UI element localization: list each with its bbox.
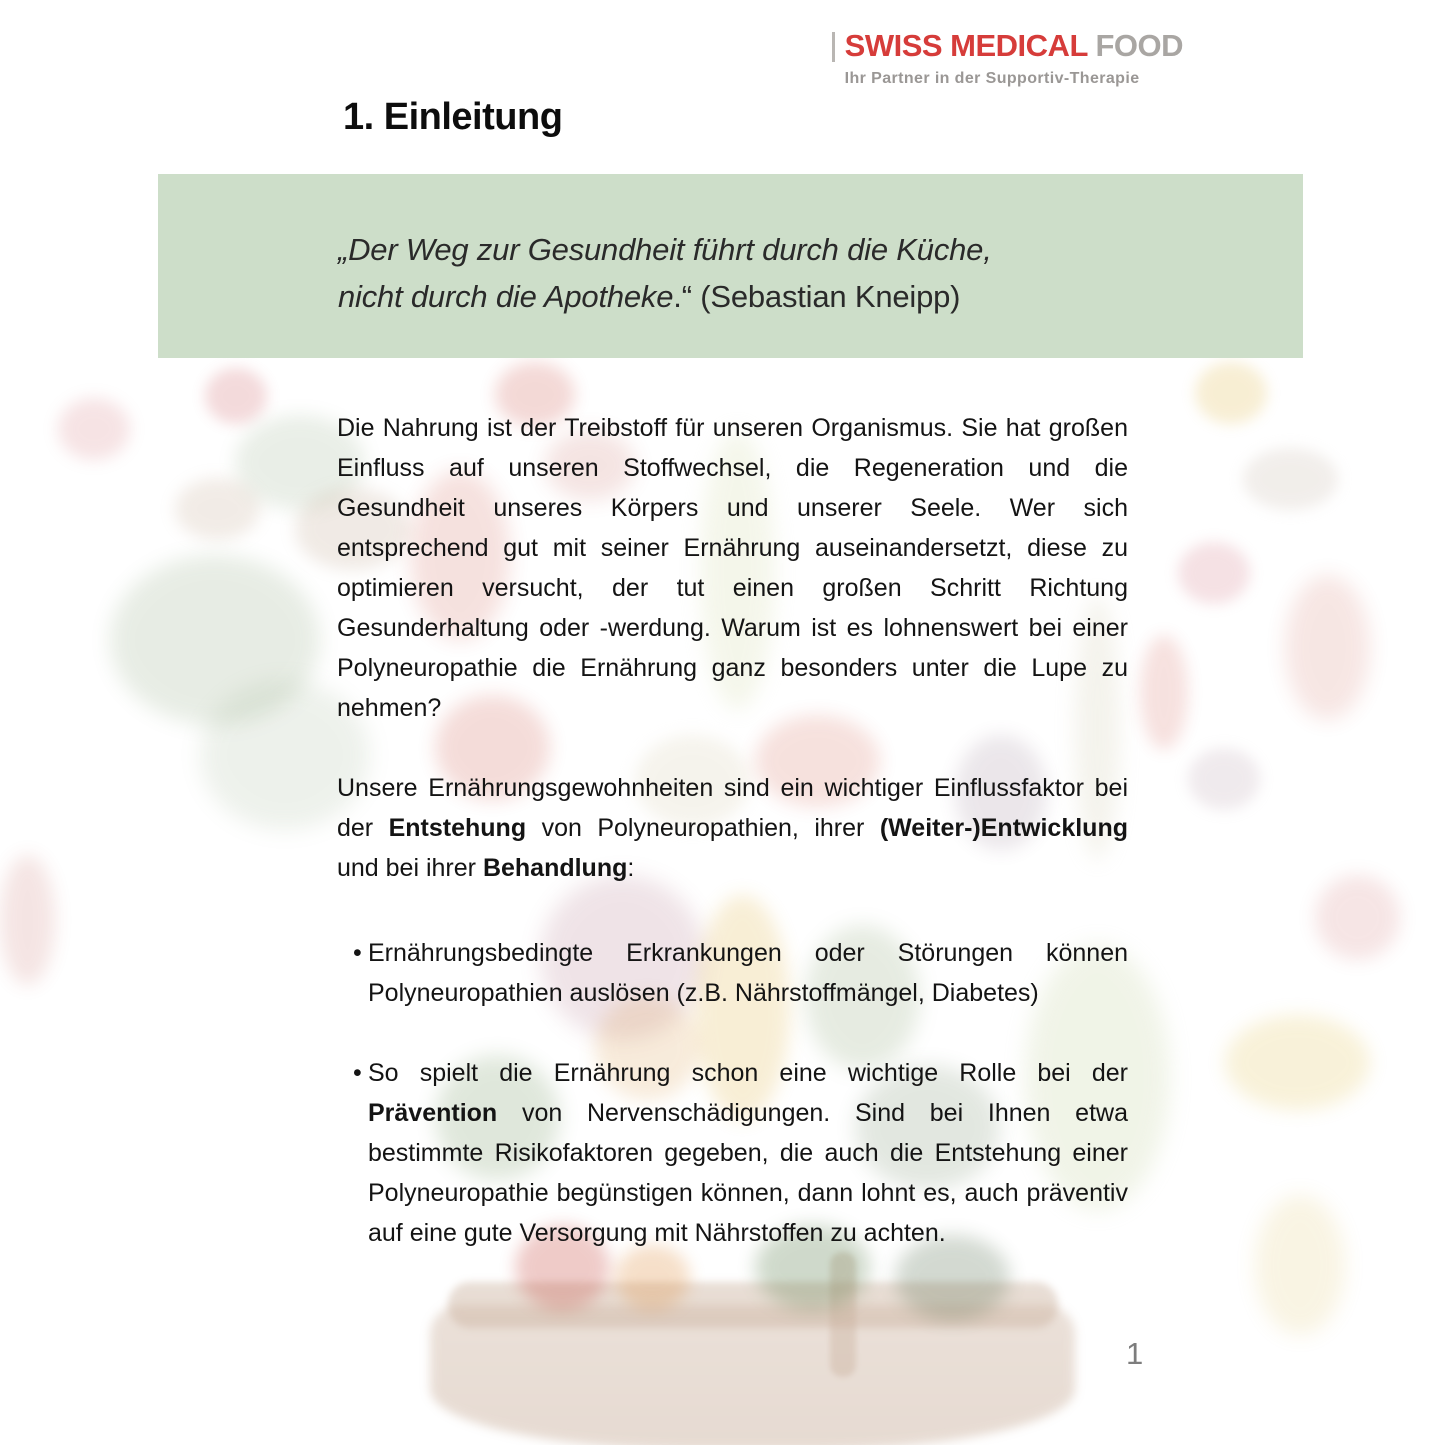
paragraph: Die Nahrung ist der Treibstoff für unseren Organismus. Sie hat großen Einfluss auf unseren Stoffwechsel, die Regeneration und die Gesundheit unseres Körpers und unserer Seele. Wer sich entsprechend gut mit seiner Ernährung auseinandersetzt, diese zu optimieren versucht, der tut einen großen Schritt Richtung Gesunderhaltung oder -werdung. Warum ist es lohnenswert bei einer Polyneuropathie die Ernährung ganz besonders unter die Lupe zu nehmen?: [337, 414, 1128, 722]
basket-handle-image: [830, 1252, 856, 1377]
bullet-item: [337, 1053, 1128, 1253]
quote-line: „Der Weg zur Gesundheit führt durch die Küche,: [338, 232, 992, 267]
bullet-text: So spielt die Ernährung schon eine wichtige Rolle bei der Prävention von Nervenschädigungen. Sind bei Ihnen etwa bestimmte Risikofaktoren gegeben, die auch die Entstehung einer Polyneuropathie begünstigen können, dann lohnt es, auch präventiv auf eine gute Versorgung mit Nährstoffen zu achten.: [368, 1059, 1128, 1247]
brand-name: [845, 30, 1183, 61]
paragraph: Unsere Ernährungsgewohnheiten sind ein wichtiger Einflussfaktor bei der Entstehung von Polyneuropathien, ihrer (Weiter-)Entwicklung und bei ihrer Behandlung:: [337, 774, 1128, 882]
vegetable-blob-image: [1315, 875, 1400, 960]
brand-primary: SWISS MEDICAL: [844, 28, 1088, 63]
vegetable-blob-image: [205, 368, 267, 424]
vegetable-blob-image: [1140, 635, 1188, 750]
basket-image: [430, 1305, 1075, 1445]
vegetable-blob-image: [615, 1245, 690, 1310]
brand-secondary: FOOD: [1087, 28, 1183, 63]
vegetable-blob-image: [0, 855, 55, 985]
vegetable-blob-image: [1225, 1015, 1370, 1110]
page-number: 1: [1126, 1336, 1144, 1371]
vegetable-blob-image: [1243, 448, 1338, 510]
bullet-list: [337, 933, 1128, 1253]
logo: [832, 30, 1183, 88]
vegetable-blob-image: [1178, 542, 1250, 604]
bullet-item: [337, 933, 1128, 1013]
vegetable-blob-image: [1195, 362, 1267, 424]
vegetable-blob-image: [1285, 575, 1370, 720]
bullet-marker-icon: •: [353, 939, 362, 967]
vegetable-blob-image: [1188, 748, 1260, 810]
brand-tagline: Ihr Partner in der Supportiv-Therapie: [844, 70, 1140, 87]
vegetable-blob-image: [1128, 428, 1210, 498]
vegetable-blob-image: [58, 398, 130, 460]
vegetable-blob-image: [1255, 1195, 1345, 1335]
quote-line: nicht durch die Apotheke.“ (Sebastian Kneipp): [338, 279, 961, 314]
basket-image: [448, 1282, 1058, 1328]
vegetable-blob-image: [110, 555, 320, 725]
body-content: [337, 408, 1128, 1253]
bullet-marker-icon: •: [353, 1059, 362, 1087]
section-heading: 1. Einleitung: [343, 96, 563, 138]
quote-box: [158, 174, 1303, 358]
logo-bar: [832, 32, 835, 62]
vegetable-blob-image: [175, 478, 260, 540]
bullet-text: Ernährungsbedingte Erkrankungen oder Störungen können Polyneuropathien auslösen (z.B. Nährstoffmängel, Diabetes): [368, 939, 1128, 1007]
